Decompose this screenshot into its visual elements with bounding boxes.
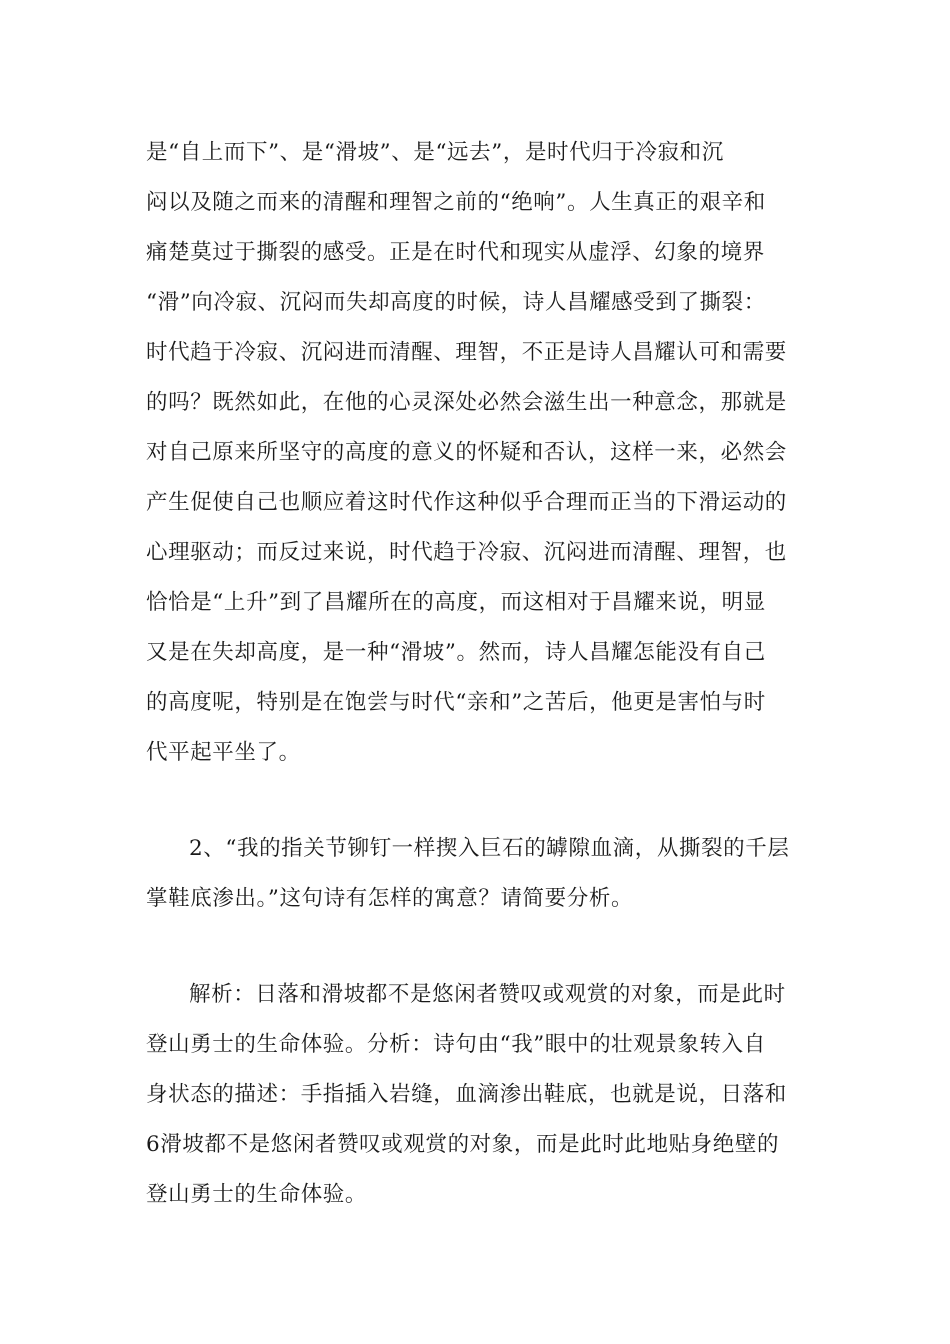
analysis-line: 身状态的描述：手指插入岩缝，血滴渗出鞋底，也就是说，日落和: [146, 1082, 787, 1107]
text-line: 对自己原来所坚守的高度的意义的怀疑和否认，这样一来，必然会: [146, 440, 787, 465]
text-line: “滑”向冷寂、沉闷而失却高度的时候，诗人昌耀感受到了撕裂：: [146, 290, 766, 315]
text-line: 闷以及随之而来的清醒和理智之前的“绝响”。人生真正的艰辛和: [146, 190, 766, 215]
question-line: 掌鞋底渗出。”这句诗有怎样的寓意？请简要分析。: [146, 886, 634, 911]
text-line: 的吗？既然如此，在他的心灵深处必然会滋生出一种意念，那就是: [146, 390, 787, 415]
analysis-line: 解析：日落和滑坡都不是悠闲者赞叹或观赏的对象，而是此时: [189, 982, 786, 1007]
text-line: 是“自上而下”、是“滑坡”、是“远去”，是时代归于冷寂和沉: [146, 140, 724, 165]
analysis-line: 登山勇士的生命体验。分析：诗句由“我”眼中的壮观景象转入自: [146, 1032, 766, 1057]
text-line: 恰恰是“上升”到了昌耀所在的高度，而这相对于昌耀来说，明显: [146, 590, 766, 615]
text-line: 的高度呢，特别是在饱尝与时代“亲和”之苦后，他更是害怕与时: [146, 690, 766, 715]
text-line: 代平起平坐了。: [146, 740, 301, 765]
text-line: 产生促使自己也顺应着这时代作这种似乎合理而正当的下滑运动的: [146, 490, 787, 515]
text-line: 又是在失却高度，是一种“滑坡”。然而，诗人昌耀怎能没有自己: [146, 640, 766, 665]
text-line: 痛楚莫过于撕裂的感受。正是在时代和现实从虚浮、幻象的境界: [146, 240, 765, 265]
analysis-line: 登山勇士的生命体验。: [146, 1182, 368, 1207]
text-line: 时代趋于冷寂、沉闷进而清醒、理智，不正是诗人昌耀认可和需要: [146, 340, 787, 365]
text-line: 心理驱动；而反过来说，时代趋于冷寂、沉闷进而清醒、理智，也: [146, 540, 787, 565]
analysis-line: 6滑坡都不是悠闲者赞叹或观赏的对象，而是此时此地贴身绝壁的: [146, 1132, 780, 1157]
question-line: 2、“我的指关节铆钉一样揳入巨石的罅隙血滴，从撕裂的千层: [189, 836, 790, 861]
